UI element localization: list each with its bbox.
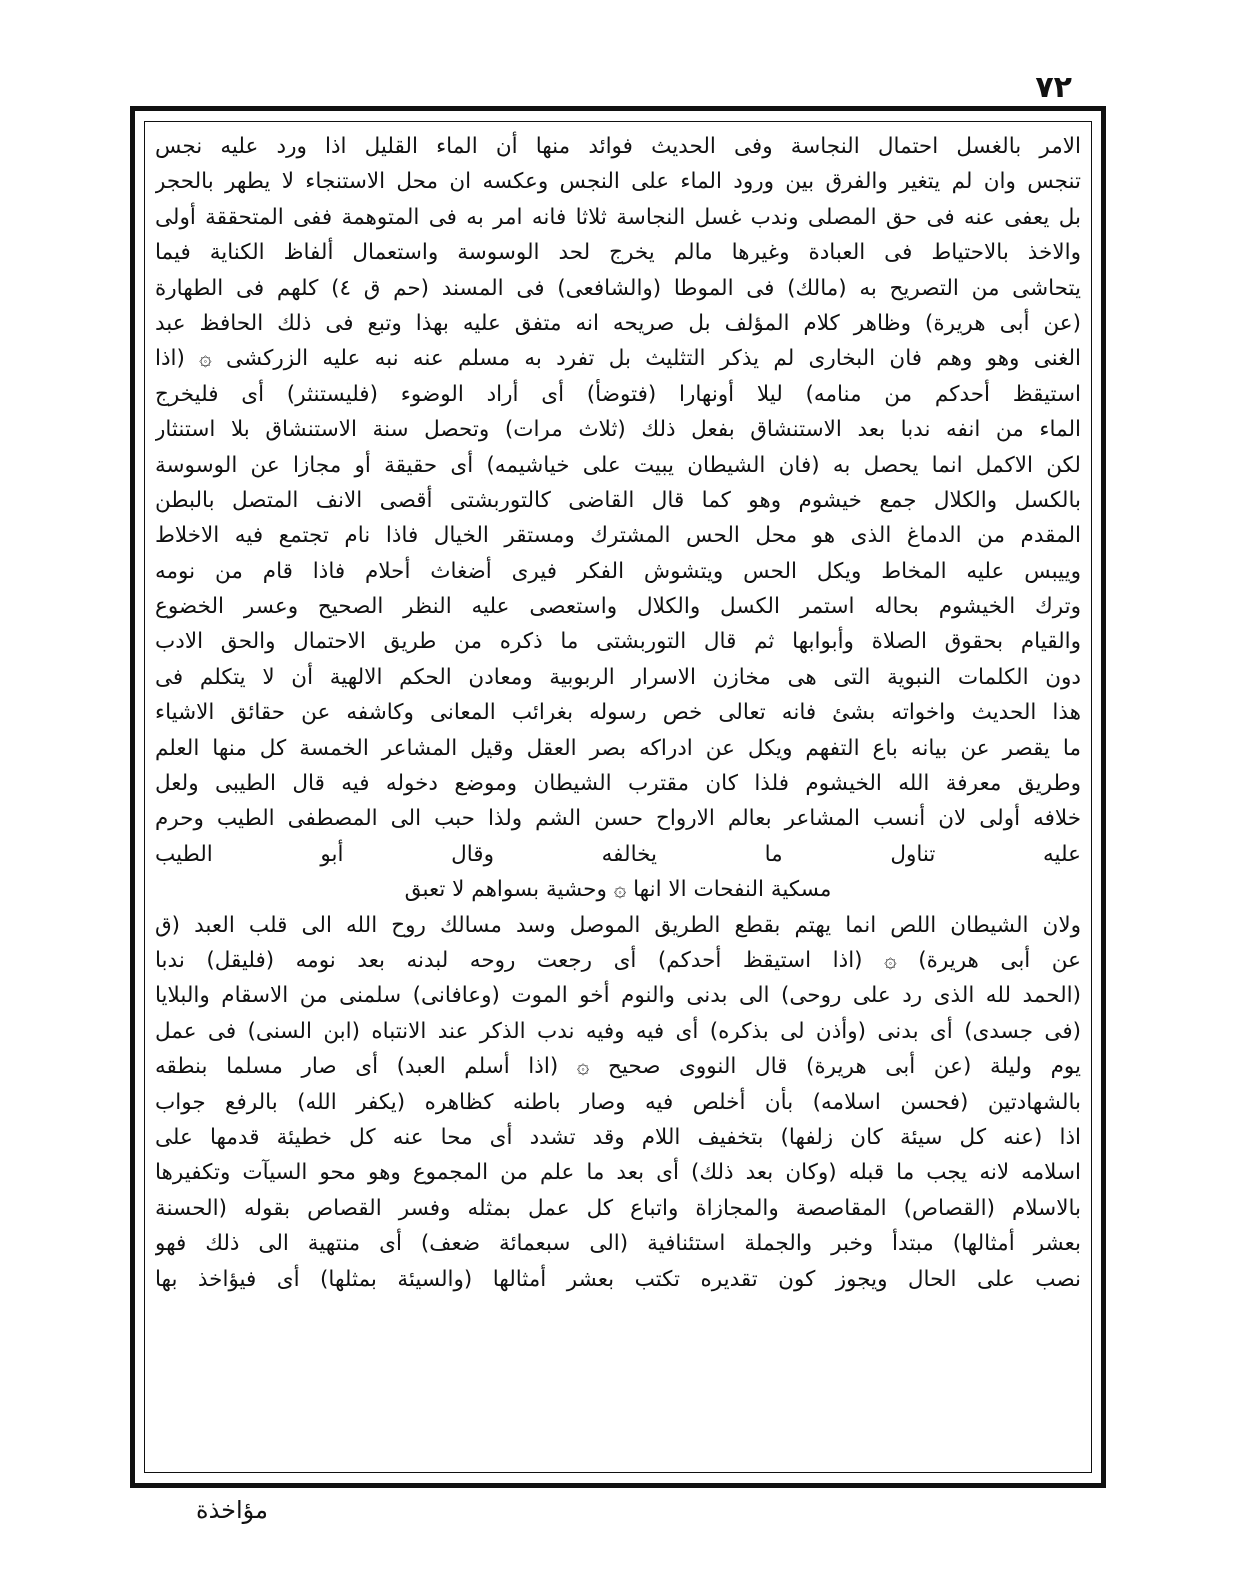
text-line: وييبس عليه المخاط ويكل الحس ويتشوش الفكر فيرى أضغاث أحلام فاذا قام من نومه [155, 558, 1081, 584]
text-line: الامر بالغسل احتمال النجاسة وفى الحديث فوائد منها أن الماء القليل اذا ورد عليه نجس [155, 134, 1081, 159]
text-line: الغنى وهو وهم فان البخارى لم يذكر التثليث بل تفرد به مسلم عنه نبه عليه الزركشى ۞ (اذا [155, 346, 1081, 372]
text-line: تنجس وان لم يتغير والفرق بين ورود الماء على النجس وعكسه ان محل الاستنجاء لا يطهر بالحجر [155, 169, 1081, 195]
text-line: نصب على الحال ويجوز كون تقديره تكتب بعشر أمثالها (والسيئة بمثلها) أى فيؤاخذ بها [155, 1266, 1081, 1292]
text-line: (فى جسدى) أى بدنى (وأذن لى بذكره) أى فيه وفيه ندب الذكر عند الانتباه (ابن السنى) فى عمل [155, 1018, 1081, 1044]
text-line: لكن الاكمل انما يحصل به (فان الشيطان يبيت على خياشيمه) أى حقيقة أو مجازا عن الوسوسة [155, 452, 1081, 478]
text-line: دون الكلمات النبوية التى هى مخازن الاسرار الربوبية ومعادن الحكم الالهية أن لا يتكلم فى [155, 664, 1081, 690]
text-line: استيقظ أحدكم من منامه) ليلا أونهارا (فتوضأ) أى أراد الوضوء (فليستنثر) أى فليخرج [155, 381, 1081, 407]
text-line: الماء من انفه ندبا بعد الاستنشاق بفعل ذلك (ثلاث مرات) وتحصل سنة الاستنشاق بلا استنثار [155, 417, 1081, 443]
text-line: خلافه أولى لان أنسب المشاعر بعالم الارواح حسن الشم ولذا حبب الى المصطفى الطيب وحرم [155, 806, 1081, 832]
text-line: اذا (عنه كل سيئة كان زلفها) بتخفيف اللام وقد تشدد أى محا عنه كل خطيئة قدمها على [155, 1124, 1081, 1150]
text-line: يوم وليلة (عن أبى هريرة) قال النووى صحيح ۞ (اذا أسلم العبد) أى صار مسلما بنطقه [155, 1054, 1081, 1080]
text-line: (الحمد لله الذى رد على روحى) الى بدنى والنوم أخو الموت (وعافانى) سلمنى من الاسقام والبلايا [155, 983, 1081, 1009]
text-line: بالشهادتين (فحسن اسلامه) بأن أخلص فيه وصار باطنه كظاهره (يكفر الله) بالرفع جواب [155, 1089, 1081, 1115]
page-border [130, 106, 1106, 1488]
text-line: مسكية النفحات الا انها ۞ وحشية بسواهم لا تعبق [404, 877, 832, 903]
text-line: وترك الخيشوم بحاله استمر الكسل والكلال واستعصى عليه النظر الصحيح وعسر الخضوع [155, 594, 1081, 620]
text-line: بالكسل والكلال جمع خيشوم وهو كما قال القاضى كالتوربشتى أقصى الانف المتصل بالبطن [155, 487, 1081, 513]
text-line: هذا الحديث واخواته بشئ فانه تعالى خص رسوله بغرائب المعانى وكاشفه عن حقائق الاشياء [155, 700, 1081, 726]
text-line: والقيام بحقوق الصلاة وأبوابها ثم قال التوربشتى ما ذكره من طريق الاحتمال والحق الادب [155, 629, 1081, 655]
text-line: بعشر أمثالها) مبتدأ وخبر والجملة استئنافية (الى سبعمائة ضعف) أى منتهية الى ذلك فهو [155, 1231, 1081, 1257]
main-text [155, 129, 1081, 1297]
text-line: اسلامه لانه يجب ما قبله (وكان بعد ذلك) أى بعد ما علم من المجموع وهو محو السيآت وتكفيرها [155, 1160, 1081, 1186]
text-line: وطريق معرفة الله الخيشوم فلذا كان مقترب الشيطان وموضع دخوله فيه قال الطيبى ولعل [155, 771, 1081, 797]
text-line: ولان الشيطان اللص انما يهتم بقطع الطريق الموصل وسد مسالك روح الله الى قلب العبد (ق [155, 912, 1081, 938]
text-line: (عن أبى هريرة) وظاهر كلام المؤلف بل صريحه انه متفق عليه بهذا وتبع فى ذلك الحافظ عبد [155, 310, 1081, 336]
page-number: ٧٢ [1035, 70, 1072, 105]
catchword: مؤاخذة [196, 1496, 268, 1524]
text-line: ما يقصر عن بيانه باع التفهم ويكل عن ادراكه بصر العقل وقيل المشاعر الخمسة كل منها العلم [155, 735, 1081, 761]
text-line: بالاسلام (القصاص) المقاصصة والمجازاة واتباع كل عمل بمثله وفسر القصاص بقوله (الحسنة [155, 1195, 1081, 1221]
text-line: عليه تناول ما يخالفه وقال أبو الطيب [155, 841, 1081, 867]
text-line: عن أبى هريرة) ۞ (اذا استيقظ أحدكم) أى رجعت روحه لبدنه بعد نومه (فليقل) ندبا [155, 947, 1081, 973]
text-line: المقدم من الدماغ الذى هو محل الحس المشترك ومستقر الخيال فاذا نام تجتمع فيه الاخلاط [155, 523, 1081, 549]
text-line: بل يعفى عنه فى حق المصلى وندب غسل النجاسة ثلاثا فانه امر به فى المتوهمة ففى المتحققة أولى [155, 204, 1081, 230]
text-line: يتحاشى من التصريح به (مالك) فى الموطا (والشافعى) فى المسند (حم ق ٤) كلهم فى الطهارة [155, 275, 1081, 301]
text-line: والاخذ بالاحتياط فى العبادة وغيرها مالم يخرج لحد الوسوسة واستعمال ألفاظ الكناية فيما [155, 240, 1081, 266]
